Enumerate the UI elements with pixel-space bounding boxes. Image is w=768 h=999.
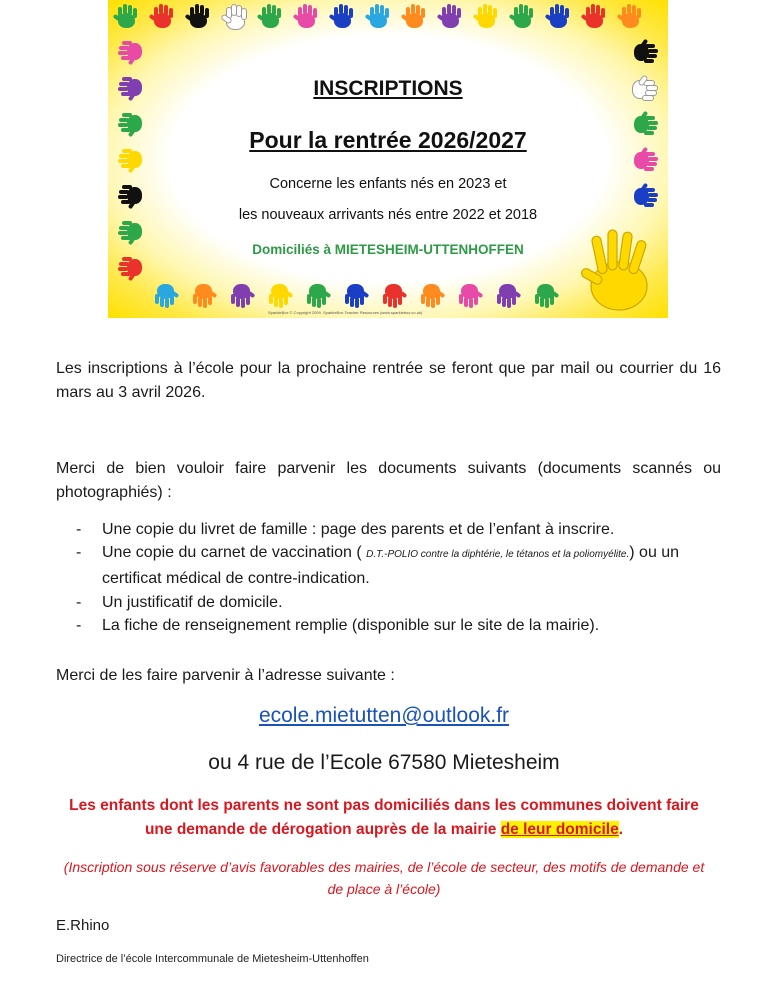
header-subtitle: Pour la rentrée 2026/2027 xyxy=(249,127,527,153)
list-item: - Une copie du carnet de vaccination ( D.T.-POLIO contre la diphtérie, le tétanos et la poliomyélite.) ou un certificat médical de contre-indication. xyxy=(76,544,680,587)
warning-highlight: de leur domicile xyxy=(500,821,619,838)
intro-paragraph: Les inscriptions à l’école pour la prochaine rentrée se feront que par mail ou courrier du 16 mars au 3 avril 2026. xyxy=(56,360,721,401)
hand-icon xyxy=(632,38,658,68)
request-paragraph: Merci de bien vouloir faire parvenir les documents suivants (documents scannés ou photographiés) : xyxy=(56,460,721,501)
list-item: - Un justificatif de domicile. xyxy=(76,594,283,611)
hand-icon xyxy=(118,36,144,66)
hand-icon xyxy=(328,4,358,30)
hand-icon xyxy=(292,4,322,30)
list-item-text: Un justificatif de domicile. xyxy=(102,594,283,611)
warning-text: Les enfants dont les parents ne sont pas domiciliés dans les communes doivent faire une demande de dérogation auprès de la mairie xyxy=(69,797,699,838)
header-domicile: Domiciliés à MIETESHEIM-UTTENHOFFEN xyxy=(252,242,524,257)
warning-end: . xyxy=(618,821,624,838)
hand-icon xyxy=(220,4,250,30)
send-to-text: Merci de les faire parvenir à l’adresse suivante : xyxy=(56,667,395,684)
hand-icon xyxy=(616,4,646,30)
hand-icon xyxy=(492,282,522,308)
signature-title: Directrice de l’école Intercommunale de Mietesheim-Uttenhoffen xyxy=(56,953,369,965)
list-item-text: La fiche de renseignement remplie (disponible sur le site de la mairie). xyxy=(102,617,600,634)
warning-block xyxy=(0,794,768,842)
header-line-1: Concerne les enfants nés en 2023 et xyxy=(269,176,507,192)
documents-list xyxy=(62,518,722,637)
hand-icon xyxy=(112,4,142,30)
hand-icon xyxy=(400,4,430,30)
hand-icon xyxy=(184,4,214,30)
hand-icon xyxy=(530,282,560,308)
hand-icon xyxy=(416,282,446,308)
hand-icon xyxy=(340,282,370,308)
email-line xyxy=(0,704,768,728)
list-item-text: Une copie du carnet de vaccination ( xyxy=(102,544,367,561)
hand-icon xyxy=(264,282,294,308)
signature-name: E.Rhino xyxy=(56,917,110,934)
hand-icon xyxy=(302,282,332,308)
hand-icon xyxy=(226,282,256,308)
list-item-text: Une copie du livret de famille : page des parents et de l’enfant à inscrire. xyxy=(102,521,615,538)
header-title: INSCRIPTIONS xyxy=(313,77,463,100)
hand-icon xyxy=(472,4,502,30)
copyright-note: SparkleBox © Copyright 2009, SparkleBox Teacher Resources (www.sparklebox.co.uk) xyxy=(268,310,423,315)
hand-icon xyxy=(544,4,574,30)
vaccination-detail: D.T.-POLIO contre la diphtérie, le tétanos et la poliomyélite. xyxy=(366,549,630,560)
list-item: - La fiche de renseignement remplie (disponible sur le site de la mairie). xyxy=(76,617,600,634)
hand-icon xyxy=(378,282,408,308)
hand-icon xyxy=(150,282,180,308)
note-text: (Inscription sous réserve d’avis favorables des mairies, de l’école de secteur, des motifs de demande et de place à l’école) xyxy=(63,859,705,897)
list-item: - Une copie du livret de famille : page des parents et de l’enfant à inscrire. xyxy=(76,521,615,538)
list-item-text: ) ou un certificat médical de contre-indication. xyxy=(102,544,680,587)
hand-icon xyxy=(580,4,610,30)
hand-icon xyxy=(256,4,286,30)
hand-icon xyxy=(508,4,538,30)
header-line-2: les nouveaux arrivants nés entre 2022 et 2018 xyxy=(238,207,538,223)
hand-icon xyxy=(364,4,394,30)
note-block xyxy=(0,856,768,900)
hand-icon xyxy=(148,4,178,30)
hand-icon xyxy=(188,282,218,308)
hand-icon xyxy=(436,4,466,30)
hand-icon xyxy=(454,282,484,308)
email-link[interactable]: ecole.mietutten@outlook.fr xyxy=(258,704,510,727)
postal-address: ou 4 rue de l’Ecole 67580 Mietesheim xyxy=(208,751,560,774)
